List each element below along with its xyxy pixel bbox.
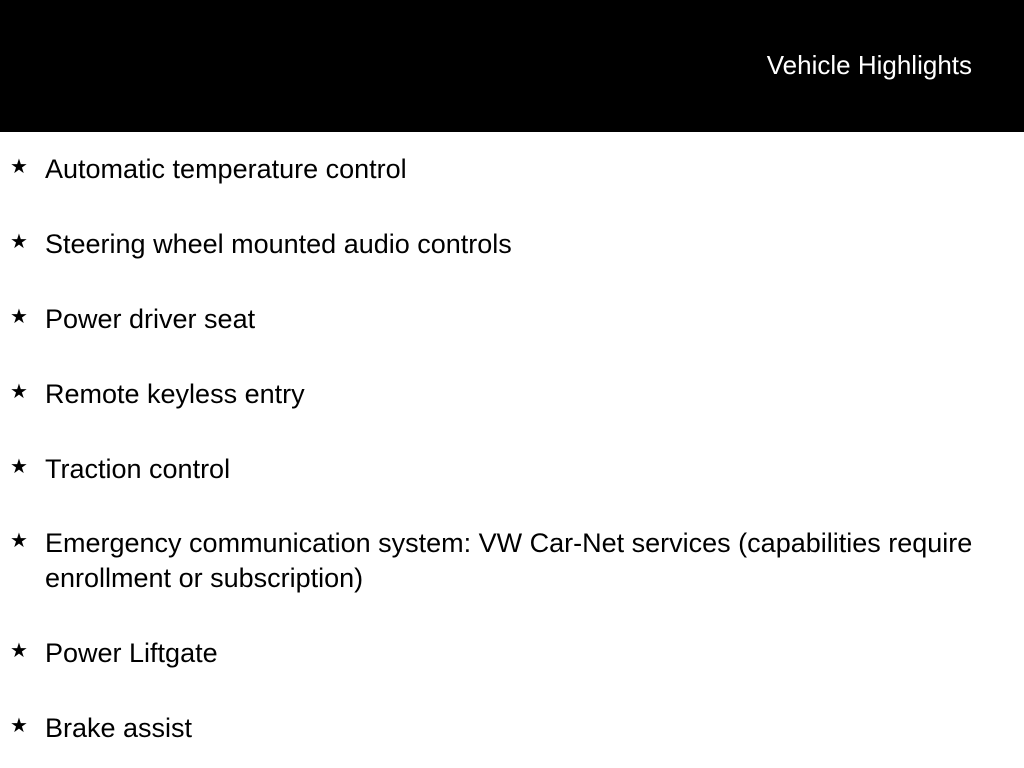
feature-text: Emergency communication system: VW Car-Net services (capabilities require enrollment or subscription) xyxy=(45,528,973,593)
feature-text: Traction control xyxy=(45,454,231,484)
star-icon: ★ xyxy=(10,156,28,178)
star-icon: ★ xyxy=(10,640,28,662)
star-icon: ★ xyxy=(10,456,28,478)
feature-text: Brake assist xyxy=(45,713,193,743)
feature-text: Automatic temperature control xyxy=(45,154,407,184)
feature-text: Power driver seat xyxy=(45,304,256,334)
feature-text: Remote keyless entry xyxy=(45,379,305,409)
feature-text: Steering wheel mounted audio controls xyxy=(45,229,512,259)
page-title: Vehicle Highlights xyxy=(766,50,972,80)
star-icon: ★ xyxy=(10,715,28,737)
star-icon: ★ xyxy=(10,306,28,328)
feature-text: Power Liftgate xyxy=(45,638,218,668)
star-icon: ★ xyxy=(10,530,28,552)
star-icon: ★ xyxy=(10,381,28,403)
star-icon: ★ xyxy=(10,231,28,253)
